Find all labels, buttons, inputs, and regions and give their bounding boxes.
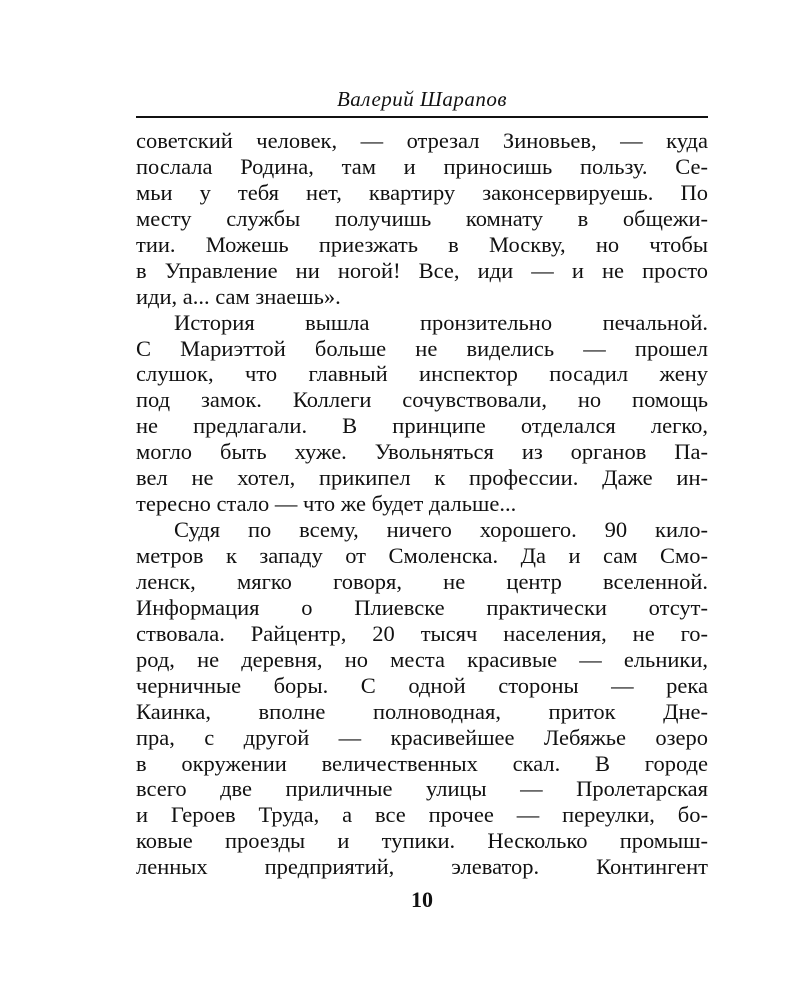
text-line: пра, с другой — красивейшее Лебяжье озеро <box>136 724 708 750</box>
text-line: слушок, что главный инспектор посадил жену <box>136 361 708 387</box>
text-line: под замок. Коллеги сочувствовали, но помощь <box>136 387 708 413</box>
text-line: метров к западу от Смоленска. Да и сам Смо- <box>136 543 708 568</box>
text-line: тересно стало — что же будет дальше... <box>136 491 517 517</box>
paragraph-first-line: История вышла пронзительно печальной. <box>174 309 708 335</box>
running-head-author: Валерий Шарапов <box>336 87 508 111</box>
text-line: в окружении величественных скал. В городе <box>136 750 708 776</box>
text-line: послала Родина, там и приносишь пользу. Се- <box>136 153 708 179</box>
text-line: Информация о Плиевске практически отсут- <box>136 594 708 620</box>
text-line: род, не деревня, но места красивые — ельники, <box>136 646 708 672</box>
paragraph-first-line: Судя по всему, ничего хорошего. 90 кило- <box>174 517 708 543</box>
text-line: всего две приличные улицы — Пролетарская <box>136 776 708 802</box>
text-line: вел не хотел, прикипел к профессии. Даже ин- <box>136 465 708 491</box>
text-line: месту службы получишь комнату в общежи- <box>136 205 708 231</box>
header-rule <box>136 116 708 118</box>
text-line: могло быть хуже. Увольняться из органов Па- <box>136 439 708 465</box>
text-line: в Управление ни ногой! Все, иди — и не просто <box>136 257 708 283</box>
body-text <box>136 128 708 880</box>
text-line: мьи у тебя нет, квартиру законсервируешь. По <box>136 179 708 205</box>
text-line: Каинка, вполне полноводная, приток Дне- <box>136 698 708 724</box>
text-line: и Героев Труда, а все прочее — переулки, бо- <box>136 802 708 828</box>
text-line: советский человек, — отрезал Зиновьев, — куда <box>136 128 708 153</box>
text-line: тии. Можешь приезжать в Москву, но чтобы <box>136 231 708 257</box>
text-line: ствовала. Райцентр, 20 тысяч населения, не го- <box>136 620 708 646</box>
text-line: черничные боры. С одной стороны — река <box>136 672 708 698</box>
text-line: иди, а... сам знаешь». <box>136 283 341 309</box>
text-line: ковые проезды и тупики. Несколько промыш- <box>136 828 708 854</box>
text-line: ленск, мягко говоря, не центр вселенной. <box>136 568 708 594</box>
text-line: не предлагали. В принципе отделался легко, <box>136 413 708 439</box>
page-number: 10 <box>411 887 433 912</box>
text-line: ленных предприятий, элеватор. Контингент <box>136 854 708 880</box>
text-line: С Мариэттой больше не виделись — прошел <box>136 335 708 361</box>
